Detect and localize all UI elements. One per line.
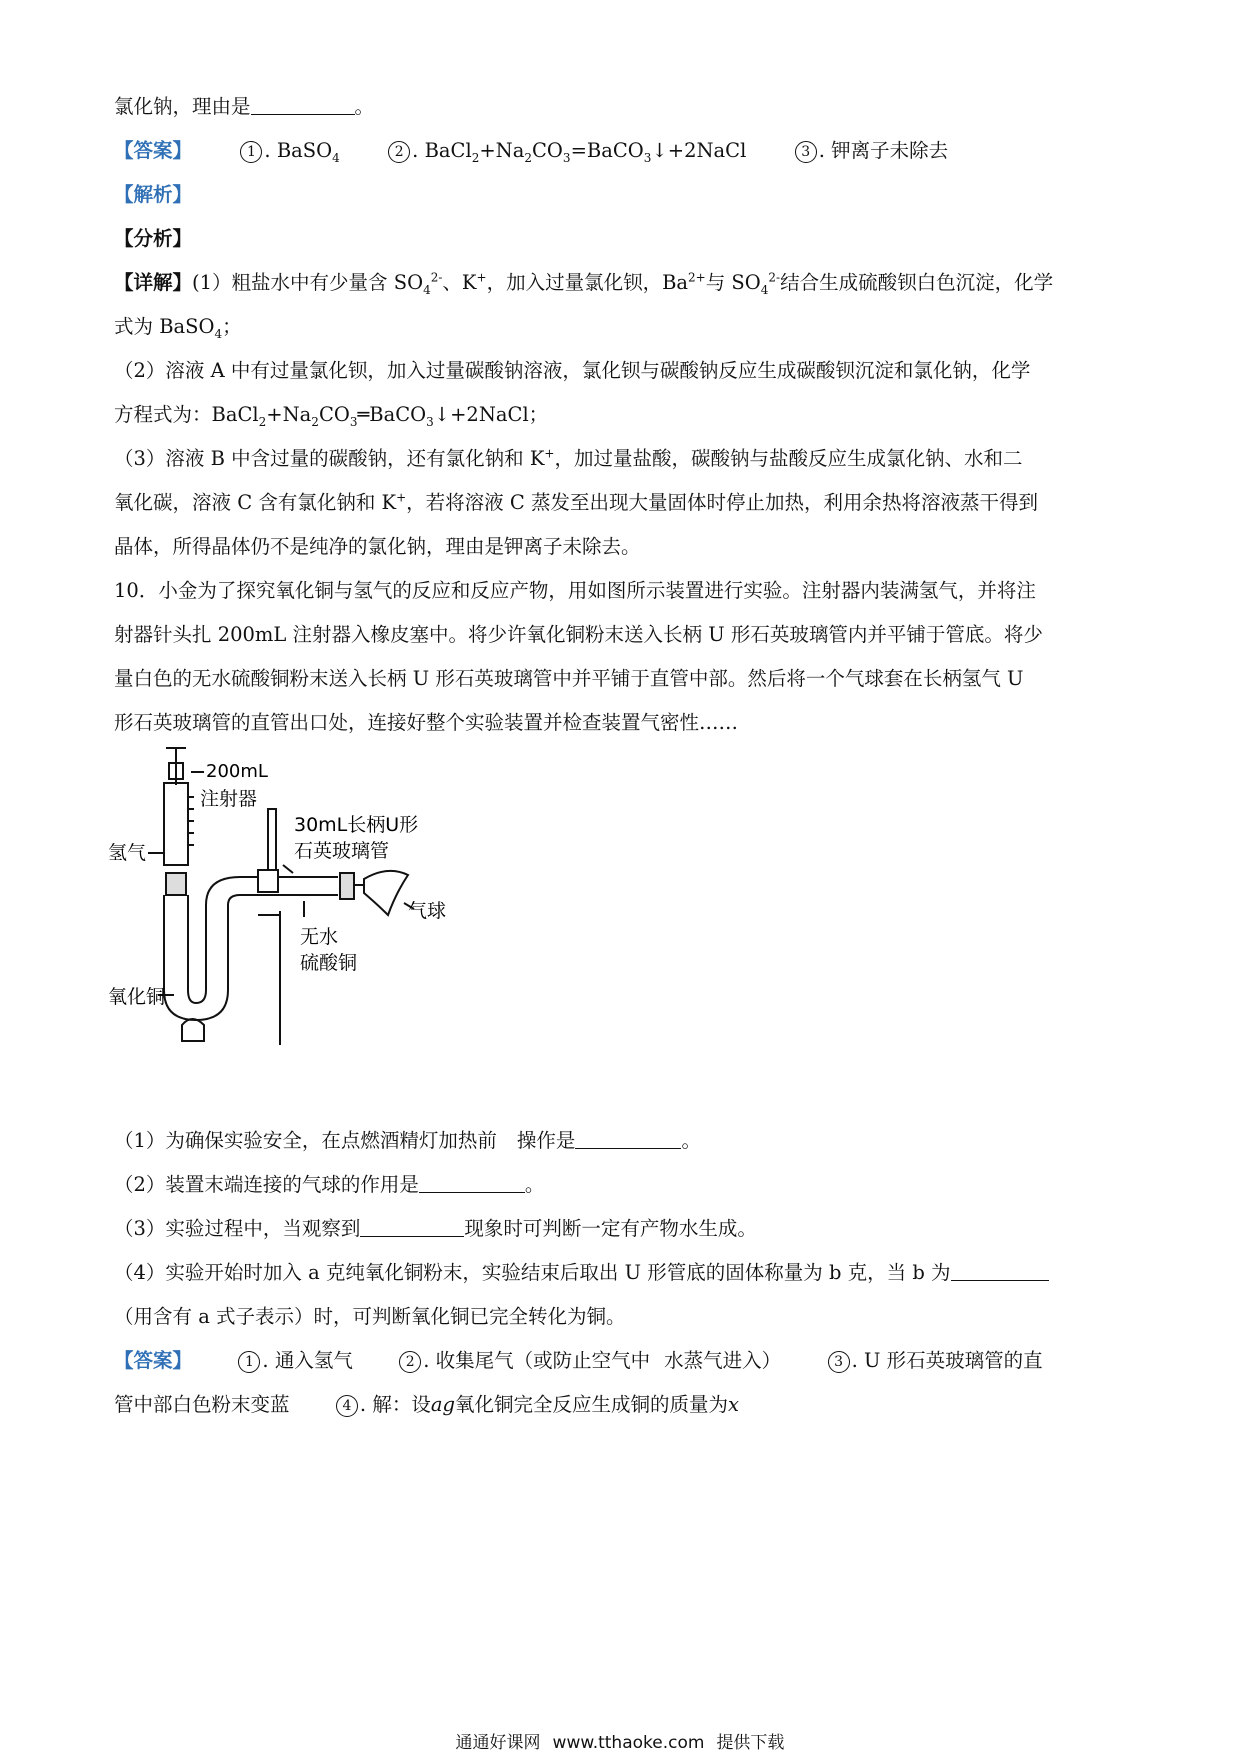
answer-number-2: 2 bbox=[399, 1351, 421, 1373]
label-cuso4-line1: 无水 bbox=[300, 926, 339, 948]
subscript: 3 bbox=[349, 414, 358, 429]
superscript: + bbox=[544, 446, 555, 461]
detail-text: ，加过量盐酸，碳酸钠与盐酸反应生成氯化钠、水和二 bbox=[554, 447, 1023, 470]
detail-text: ； bbox=[222, 315, 242, 338]
subscript: 2 bbox=[471, 150, 480, 165]
subscript: 2 bbox=[258, 414, 267, 429]
subscript: 3 bbox=[562, 150, 571, 165]
answer-2-text: . 收集尾气（或防止空气中 bbox=[423, 1349, 651, 1372]
answer-3-text: . U 形石英玻璃管的直 bbox=[851, 1349, 1043, 1372]
answer-2-text: CO bbox=[532, 139, 563, 162]
detail-p3-line2 bbox=[114, 490, 1038, 516]
rubber-stopper bbox=[166, 873, 186, 895]
detail-p1-line2 bbox=[114, 314, 242, 340]
answer-3-text: 管中部白色粉末变蓝 bbox=[114, 1393, 290, 1416]
analysis-tag: 【解析】 bbox=[114, 183, 193, 206]
syringe-barrel bbox=[164, 783, 188, 865]
answer-2-text: 水蒸气进入） bbox=[664, 1349, 782, 1372]
q10-sub3 bbox=[114, 1216, 757, 1242]
label-syringe: 注射器 bbox=[200, 788, 258, 810]
page-footer bbox=[0, 1728, 1240, 1753]
subscript: 2 bbox=[524, 150, 532, 165]
label-hydrogen: 氢气 bbox=[108, 842, 147, 864]
answer-1-text: . BaSO bbox=[264, 139, 333, 162]
detail-text: ↓+2NaCl； bbox=[433, 403, 549, 426]
detail-p3-line3: 晶体，所得晶体仍不是纯净的氯化钠，理由是钾离子未除去。 bbox=[114, 535, 641, 558]
answer-blank bbox=[360, 1216, 464, 1237]
answer-2-text: =BaCO bbox=[570, 139, 644, 162]
detail-text: +Na bbox=[266, 403, 312, 426]
superscript: 2- bbox=[768, 270, 781, 285]
detail-tag: 【详解】 bbox=[114, 271, 193, 294]
detail-text: (1）粗盐水中有少量含 SO bbox=[192, 271, 424, 294]
prev-answer-line bbox=[114, 138, 948, 164]
prev-question-tail bbox=[114, 94, 374, 120]
q10-text-line2: 射器针头扎 200mL 注射器入橡皮塞中。将少许氧化铜粉末送入长柄 U 形石英玻璃管内并平铺于管底。将少 bbox=[114, 623, 1043, 646]
detail-text: ，若将溶液 C 蒸发至出现大量固体时停止加热，利用余热将溶液蒸干得到 bbox=[406, 491, 1038, 514]
q10-sub2 bbox=[114, 1172, 544, 1198]
detail-p1-line1 bbox=[114, 270, 1053, 296]
q10-sub-text: 操作是 bbox=[516, 1129, 576, 1152]
label-balloon: 气球 bbox=[408, 900, 447, 922]
q10-sub4 bbox=[114, 1260, 1049, 1286]
detail-text: 式为 BaSO bbox=[114, 315, 215, 338]
math-variable: x bbox=[727, 1393, 739, 1416]
answer-blank bbox=[575, 1128, 681, 1149]
q10-sub1 bbox=[114, 1128, 701, 1154]
subscript: 3 bbox=[426, 414, 434, 429]
balloon bbox=[364, 871, 408, 915]
detail-p3-line1 bbox=[114, 446, 1022, 472]
lamp-flame bbox=[182, 1019, 204, 1041]
detail-p2-line1: （2）溶液 A 中有过量氯化钡，加入过量碳酸钠溶液，氯化钡与碳酸钠反应生成碳酸钡沉淀和氯化钠，化学 bbox=[114, 359, 1031, 382]
detail-text: 与 SO bbox=[705, 271, 761, 294]
detail-text: 、K bbox=[442, 271, 477, 294]
superscript: 2+ bbox=[688, 270, 706, 285]
answer-tag: 【答案】 bbox=[114, 139, 193, 162]
footer-url[interactable]: www.tthaoke.com bbox=[552, 1733, 705, 1753]
superscript: 2- bbox=[430, 270, 443, 285]
clamp bbox=[258, 870, 278, 892]
answer-2-text: +Na bbox=[479, 139, 525, 162]
q10-sub-text: （3）实验过程中，当观察到 bbox=[114, 1217, 361, 1240]
q10-text-line1: 10．小金为了探究氧化铜与氢气的反应和反应产物，用如图所示装置进行实验。注射器内装满氢气，并将注 bbox=[114, 579, 1036, 602]
label-tube-line2: 石英玻璃管 bbox=[294, 840, 390, 862]
q10-sub4-line2: （用含有 a 式子表示）时，可判断氧化铜已完全转化为铜。 bbox=[114, 1305, 626, 1328]
subscript: 3 bbox=[643, 150, 652, 165]
detail-text: 结合生成硫酸钡白色沉淀，化学 bbox=[780, 271, 1054, 294]
label-syringe-volume: 200mL bbox=[206, 761, 268, 782]
fenxi-tag: 【分析】 bbox=[114, 227, 193, 250]
tail-text: 氯化钠，理由是 bbox=[114, 95, 251, 118]
subscript: 2 bbox=[311, 414, 319, 429]
superscript: + bbox=[396, 490, 407, 505]
subscript: 4 bbox=[214, 326, 223, 341]
answer-number-3: 3 bbox=[828, 1351, 850, 1373]
answer-4-text: . 解：设 bbox=[359, 1393, 431, 1416]
footer-site-name: 通通好课网 bbox=[455, 1733, 541, 1753]
apparatus-figure bbox=[108, 745, 528, 1045]
q10-sub-text: （4）实验开始时加入 a 克纯氧化铜粉末，实验结束后取出 U 形管底的固体称量为 b 克，当 b 为 bbox=[114, 1261, 951, 1284]
q10-sub-text: 。 bbox=[524, 1173, 545, 1196]
q10-text-line3: 量白色的无水硫酸铜粉末送入长柄 U 形石英玻璃管中并平铺于直管中部。然后将一个气球套在长柄氢气 U bbox=[114, 667, 1024, 690]
detail-p2-line2 bbox=[114, 402, 548, 428]
tail-end: 。 bbox=[354, 95, 375, 118]
detail-text: CO bbox=[318, 403, 350, 426]
math-variable: ag bbox=[430, 1393, 455, 1416]
detail-text: 氧化碳，溶液 C 含有氯化钠和 K bbox=[114, 491, 397, 514]
answer-tag: 【答案】 bbox=[114, 1349, 193, 1372]
detail-text: ═BaCO bbox=[357, 403, 427, 426]
q10-answer-line2 bbox=[114, 1392, 739, 1418]
subscript: 4 bbox=[760, 282, 769, 297]
detail-text: 方程式为：BaCl bbox=[114, 403, 259, 426]
answer-number-1: 1 bbox=[240, 141, 262, 163]
answer-blank bbox=[251, 94, 355, 115]
q10-sub-text: 现象时可判断一定有产物水生成。 bbox=[464, 1217, 757, 1240]
detail-text: （3）溶液 B 中含过量的碳酸钠，还有氯化钠和 K bbox=[114, 447, 545, 470]
q10-answer-line1 bbox=[114, 1348, 1043, 1374]
answer-4-text: 氧化铜完全反应生成铜的质量为 bbox=[454, 1393, 728, 1416]
answer-2-text: . BaCl bbox=[412, 139, 472, 162]
q10-sub-text: 。 bbox=[681, 1129, 701, 1152]
answer-number-3: 3 bbox=[795, 141, 817, 163]
q10-sub-text: （2）装置末端连接的气球的作用是 bbox=[114, 1173, 419, 1196]
label-cuo: 氧化铜 bbox=[108, 986, 166, 1008]
end-stopper bbox=[340, 873, 354, 899]
label-cuso4-line2: 硫酸铜 bbox=[300, 952, 358, 974]
answer-1-text: . 通入氢气 bbox=[262, 1349, 353, 1372]
superscript: + bbox=[476, 270, 487, 285]
footer-download: 提供下载 bbox=[716, 1733, 785, 1753]
subscript: 4 bbox=[423, 282, 431, 297]
answer-number-2: 2 bbox=[388, 141, 410, 163]
label-tube-line1: 30mL长柄U形 bbox=[294, 814, 419, 836]
answer-blank bbox=[951, 1260, 1049, 1281]
answer-number-1: 1 bbox=[238, 1351, 260, 1373]
answer-3-text: . 钾离子未除去 bbox=[818, 139, 949, 162]
subscript: 4 bbox=[332, 150, 340, 165]
detail-text: ，加入过量氯化钡，Ba bbox=[486, 271, 689, 294]
tube-label-pointer bbox=[283, 865, 293, 873]
answer-number-4: 4 bbox=[336, 1395, 358, 1417]
q10-sub-text: （1）为确保实验安全，在点燃酒精灯加热前 bbox=[114, 1129, 497, 1152]
answer-2-text: ↓+2NaCl bbox=[651, 139, 747, 162]
answer-blank bbox=[419, 1172, 525, 1193]
q10-text-line4: 形石英玻璃管的直管出口处，连接好整个实验装置并检查装置气密性…… bbox=[114, 711, 739, 734]
